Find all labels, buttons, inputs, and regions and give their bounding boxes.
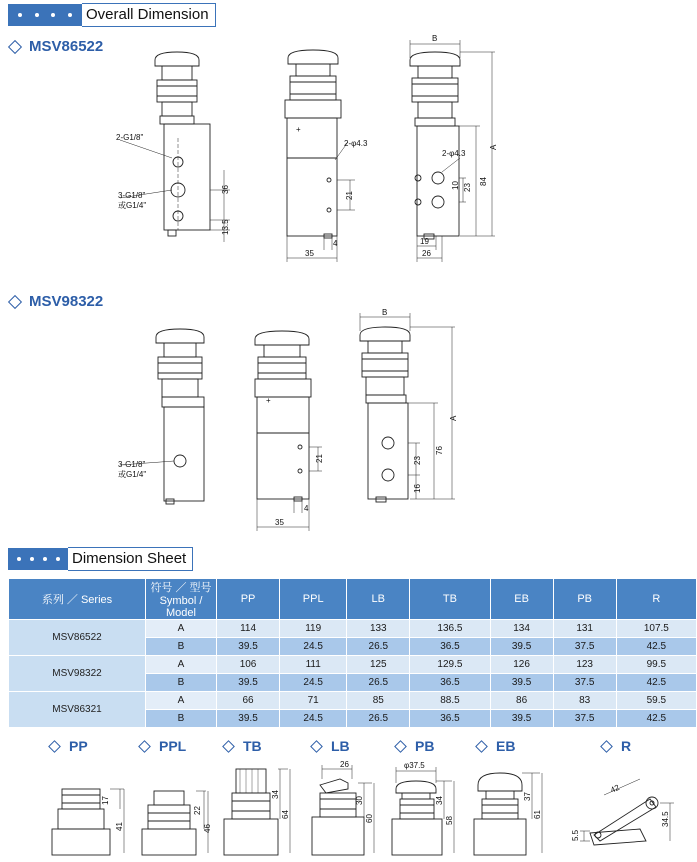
diamond-icon bbox=[222, 740, 235, 753]
value-cell: 39.5 bbox=[217, 710, 280, 728]
dimension-table bbox=[8, 578, 697, 728]
header-col: PB bbox=[553, 579, 616, 620]
port-label-b1: 3-G1/8" bbox=[118, 191, 146, 200]
value-cell: 39.5 bbox=[217, 638, 280, 656]
value-cell: 134 bbox=[490, 620, 553, 638]
value-cell: 42.5 bbox=[616, 638, 696, 656]
value-cell: 66 bbox=[217, 692, 280, 710]
diamond-icon bbox=[48, 740, 61, 753]
dim-4: 4 bbox=[333, 239, 338, 248]
dim-B: B bbox=[432, 34, 438, 43]
overall-dimension-title: Overall Dimension bbox=[82, 3, 216, 27]
value-cell: 24.5 bbox=[280, 674, 347, 692]
port-label-a: 2-G1/8" bbox=[116, 133, 144, 142]
header-col: PP bbox=[217, 579, 280, 620]
actuator-label-eb bbox=[475, 738, 515, 754]
msv86522-front-view bbox=[116, 52, 230, 242]
dim-A: A bbox=[489, 144, 498, 150]
dim-21: 21 bbox=[345, 191, 354, 200]
overall-dimension-header bbox=[8, 4, 216, 26]
dim-hole-1: 2-φ4.3 bbox=[344, 139, 368, 148]
value-cell: 37.5 bbox=[553, 710, 616, 728]
value-cell: 131 bbox=[553, 620, 616, 638]
model-title-msv86522 bbox=[8, 38, 103, 55]
pb-dim-0: φ37.5 bbox=[404, 761, 425, 770]
tb-actuator bbox=[224, 769, 290, 855]
lb-actuator bbox=[312, 760, 374, 855]
value-cell: 26.5 bbox=[347, 710, 410, 728]
msv98322-front-view bbox=[118, 329, 204, 504]
eb-dim-1: 37 bbox=[523, 792, 532, 801]
series-cell: MSV86522 bbox=[9, 620, 146, 656]
actuator-name: PP bbox=[69, 738, 88, 754]
m2-dim-B: B bbox=[382, 308, 388, 317]
msv98322-side-view bbox=[255, 331, 324, 531]
port-label-b2: 或G1/4" bbox=[118, 201, 147, 210]
actuator-name: PB bbox=[415, 738, 435, 754]
dim-35: 35 bbox=[305, 249, 314, 258]
value-cell: 36.5 bbox=[410, 674, 490, 692]
table-row bbox=[9, 692, 697, 710]
diamond-icon bbox=[8, 39, 22, 53]
dim-hole-2: 2-φ4.3 bbox=[442, 149, 466, 158]
eb-dim-2: 61 bbox=[533, 810, 542, 819]
lb-dim-0: 26 bbox=[340, 760, 349, 769]
header-dots-icon bbox=[8, 4, 82, 26]
actuator-drawings bbox=[0, 755, 697, 862]
diamond-icon bbox=[600, 740, 613, 753]
dim-23: 23 bbox=[463, 183, 472, 192]
msv86522-side-view bbox=[285, 50, 368, 262]
header-col: TB bbox=[410, 579, 490, 620]
value-cell: 36.5 bbox=[410, 710, 490, 728]
value-cell: 26.5 bbox=[347, 638, 410, 656]
diamond-icon bbox=[394, 740, 407, 753]
msv98322-drawing bbox=[100, 305, 480, 535]
pb-dim-2: 58 bbox=[445, 816, 454, 825]
table-row bbox=[9, 620, 697, 638]
m2-port-1: 3-G1/8" bbox=[118, 460, 146, 469]
header-col: R bbox=[616, 579, 696, 620]
header-col: EB bbox=[490, 579, 553, 620]
actuator-name: TB bbox=[243, 738, 262, 754]
msv86522-right-view bbox=[410, 34, 498, 262]
table-header-row bbox=[9, 579, 697, 620]
dimension-sheet-title: Dimension Sheet bbox=[68, 547, 193, 571]
pp-actuator bbox=[52, 789, 124, 855]
value-cell: 129.5 bbox=[410, 656, 490, 674]
diamond-icon bbox=[138, 740, 151, 753]
value-cell: 85 bbox=[347, 692, 410, 710]
lb-dim-1: 30 bbox=[355, 796, 364, 805]
actuator-label-pp bbox=[48, 738, 88, 754]
dim-36: 36 bbox=[221, 185, 230, 194]
value-cell: 107.5 bbox=[616, 620, 696, 638]
tb-dim-2: 64 bbox=[281, 810, 290, 819]
m2-dim-16: 16 bbox=[413, 484, 422, 493]
value-cell: 133 bbox=[347, 620, 410, 638]
value-cell: 37.5 bbox=[553, 638, 616, 656]
value-cell: 126 bbox=[490, 656, 553, 674]
value-cell: 39.5 bbox=[217, 674, 280, 692]
m2-dim-21: 21 bbox=[315, 454, 324, 463]
header-series: 系列 ／ Series bbox=[9, 579, 146, 620]
r-dim-2: 5.5 bbox=[571, 829, 580, 841]
value-cell: 26.5 bbox=[347, 674, 410, 692]
diamond-icon bbox=[310, 740, 323, 753]
actuator-name: PPL bbox=[159, 738, 187, 754]
ppl-dim-1: 22 bbox=[193, 806, 202, 815]
dim-10: 10 bbox=[451, 181, 460, 190]
r-actuator bbox=[571, 779, 674, 845]
value-cell: 83 bbox=[553, 692, 616, 710]
table-row bbox=[9, 656, 697, 674]
pp-dim-1: 17 bbox=[101, 796, 110, 805]
svg-text:+: + bbox=[296, 125, 301, 134]
diamond-icon bbox=[8, 294, 22, 308]
header-symbol-en: Symbol / Model bbox=[159, 595, 203, 619]
model-name: MSV98322 bbox=[29, 293, 104, 310]
symbol-cell: B bbox=[146, 674, 217, 692]
value-cell: 39.5 bbox=[490, 710, 553, 728]
value-cell: 119 bbox=[280, 620, 347, 638]
model-name: MSV86522 bbox=[29, 38, 104, 55]
m2-dim-A: A bbox=[449, 415, 458, 421]
series-cell: MSV86321 bbox=[9, 692, 146, 728]
m2-dim-35: 35 bbox=[275, 518, 284, 527]
series-cell: MSV98322 bbox=[9, 656, 146, 692]
pp-dim-2: 41 bbox=[115, 822, 124, 831]
dim-13-5: 13.5 bbox=[221, 219, 230, 235]
value-cell: 39.5 bbox=[490, 638, 553, 656]
header-col: LB bbox=[347, 579, 410, 620]
header-col: PPL bbox=[280, 579, 347, 620]
header-symbol-cn: 符号 ／ 型号 bbox=[150, 582, 212, 594]
value-cell: 106 bbox=[217, 656, 280, 674]
dim-26: 26 bbox=[422, 249, 431, 258]
svg-text:+: + bbox=[266, 396, 271, 405]
model-title-msv98322 bbox=[8, 293, 103, 310]
value-cell: 37.5 bbox=[553, 674, 616, 692]
m2-dim-76: 76 bbox=[435, 446, 444, 455]
actuator-label-lb bbox=[310, 738, 350, 754]
value-cell: 99.5 bbox=[616, 656, 696, 674]
eb-actuator bbox=[474, 773, 542, 855]
header-dots-icon bbox=[8, 548, 68, 570]
value-cell: 123 bbox=[553, 656, 616, 674]
symbol-cell: B bbox=[146, 710, 217, 728]
actuator-label-tb bbox=[222, 738, 262, 754]
symbol-cell: A bbox=[146, 692, 217, 710]
symbol-cell: A bbox=[146, 656, 217, 674]
actuator-name: R bbox=[621, 738, 632, 754]
dim-84: 84 bbox=[479, 177, 488, 186]
value-cell: 136.5 bbox=[410, 620, 490, 638]
actuator-label-ppl bbox=[138, 738, 186, 754]
value-cell: 125 bbox=[347, 656, 410, 674]
actuator-label-r bbox=[600, 738, 631, 754]
value-cell: 88.5 bbox=[410, 692, 490, 710]
value-cell: 86 bbox=[490, 692, 553, 710]
m2-dim-23: 23 bbox=[413, 456, 422, 465]
value-cell: 111 bbox=[280, 656, 347, 674]
pb-dim-1: 34 bbox=[435, 796, 444, 805]
msv86522-drawing bbox=[100, 30, 520, 270]
value-cell: 24.5 bbox=[280, 638, 347, 656]
r-dim-1: 34.5 bbox=[661, 811, 670, 827]
symbol-cell: B bbox=[146, 638, 217, 656]
value-cell: 59.5 bbox=[616, 692, 696, 710]
ppl-actuator bbox=[142, 791, 212, 855]
diamond-icon bbox=[475, 740, 488, 753]
actuator-name: EB bbox=[496, 738, 516, 754]
value-cell: 39.5 bbox=[490, 674, 553, 692]
value-cell: 36.5 bbox=[410, 638, 490, 656]
value-cell: 24.5 bbox=[280, 710, 347, 728]
dimension-sheet-header bbox=[8, 548, 193, 570]
actuator-label-pb bbox=[394, 738, 434, 754]
pb-actuator bbox=[392, 761, 454, 855]
value-cell: 114 bbox=[217, 620, 280, 638]
tb-dim-1: 34 bbox=[271, 790, 280, 799]
header-symbol bbox=[146, 579, 217, 620]
ppl-dim-2: 46 bbox=[203, 824, 212, 833]
m2-dim-4: 4 bbox=[304, 504, 309, 513]
lb-dim-2: 60 bbox=[365, 814, 374, 823]
actuator-name: LB bbox=[331, 738, 350, 754]
r-dim-0: 42 bbox=[609, 782, 621, 795]
value-cell: 42.5 bbox=[616, 674, 696, 692]
value-cell: 42.5 bbox=[616, 710, 696, 728]
symbol-cell: A bbox=[146, 620, 217, 638]
dim-19: 19 bbox=[420, 237, 429, 246]
msv98322-right-view bbox=[360, 308, 458, 502]
value-cell: 71 bbox=[280, 692, 347, 710]
m2-port-2: 或G1/4" bbox=[118, 470, 147, 479]
